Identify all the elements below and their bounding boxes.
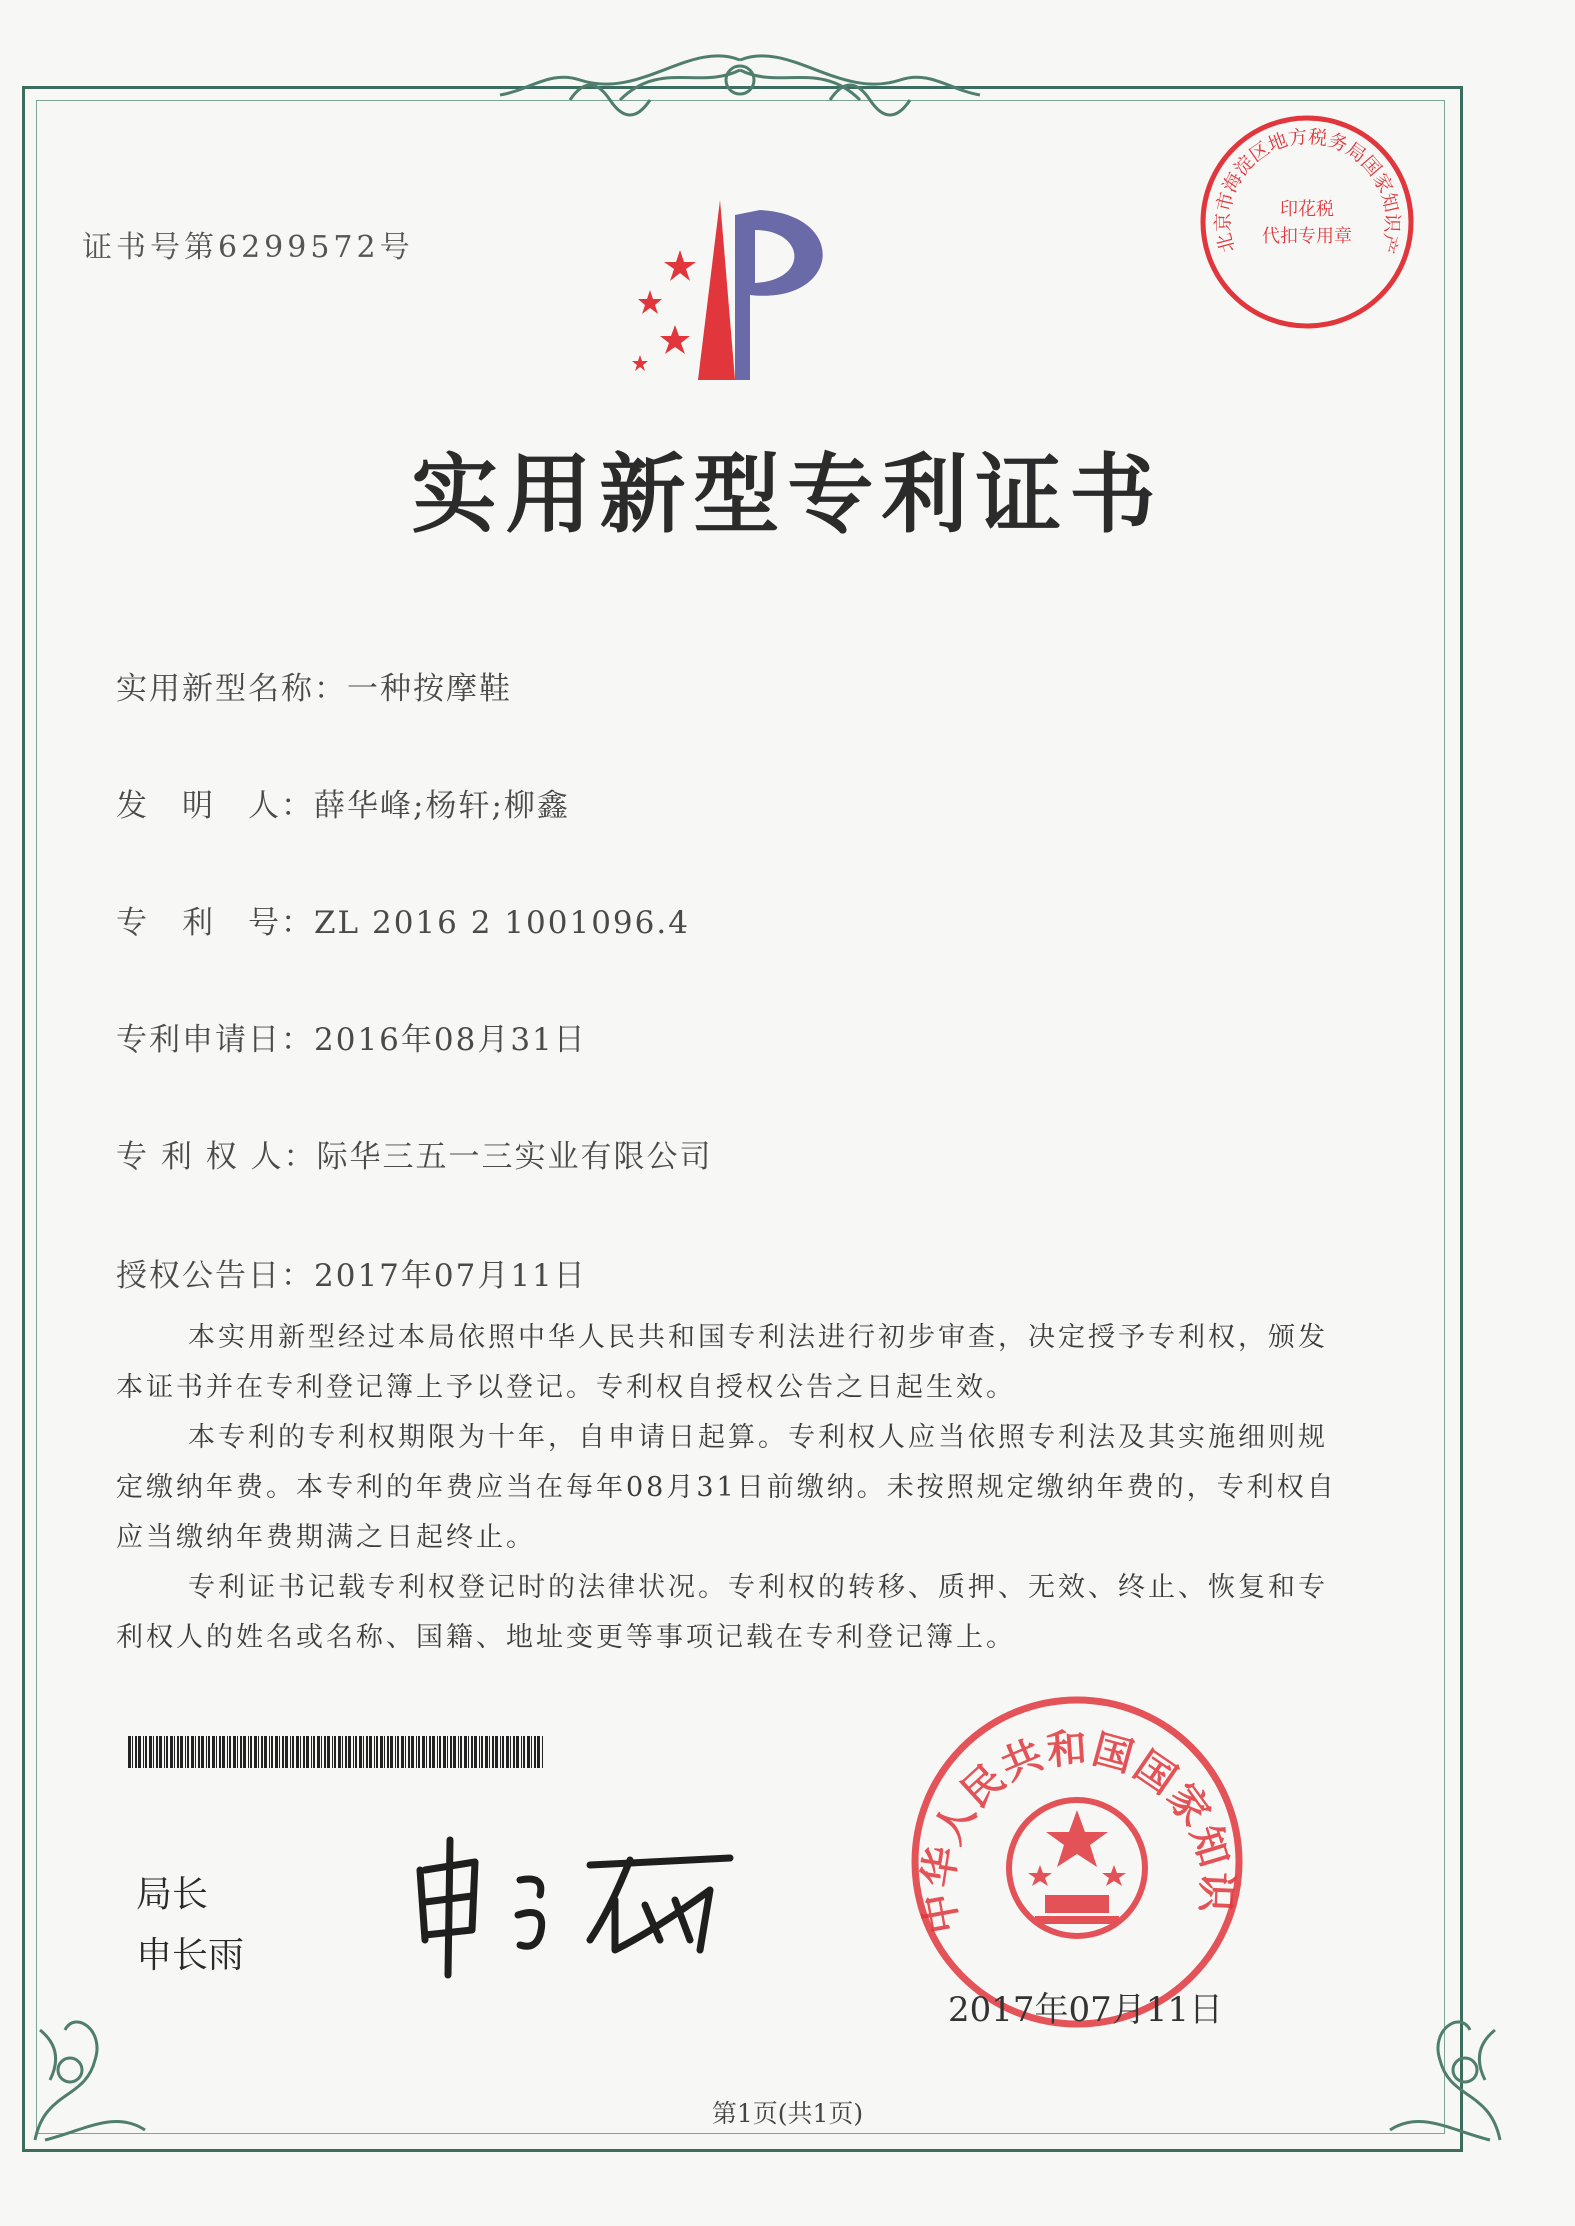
certificate-number: 证书号第6299572号 [82, 230, 414, 265]
director-name: 申长雨 [136, 1935, 245, 1976]
office-seal-ring-text: 中华人民共和国国家知识 [914, 1724, 1241, 1938]
field-utility-model-name [116, 663, 512, 708]
patent-office-logo-icon [610, 195, 870, 395]
field-value: ZL 2016 2 1001096.4 [314, 905, 690, 941]
field-value: 一种按摩鞋 [347, 671, 512, 707]
certificate-body-text [116, 1313, 1341, 1663]
tax-stamp-center-line1: 印花税 [1280, 199, 1334, 220]
tax-stamp-ring-text: 北京市海淀区地方税务局国家知识产 [1212, 125, 1403, 256]
field-value: 2017年07月11日 [314, 1258, 587, 1294]
field-label: 发 明 人： [116, 788, 314, 824]
document-title: 实用新型专利证书 [411, 444, 1164, 545]
field-label: 专 利 权 人： [116, 1139, 317, 1175]
body-paragraph: 本专利的专利权期限为十年，自申请日起算。专利权人应当依照专利法及其实施细则规定缴纳年费。本专利的年费应当在每年08月31日前缴纳。未按照规定缴纳年费的，专利权自应当缴纳年费期满之日起终止。 [116, 1422, 1337, 1553]
field-value: 2016年08月31日 [314, 1022, 587, 1058]
issue-date: 2017年07月11日 [948, 1990, 1224, 2030]
field-label: 专利申请日： [116, 1022, 314, 1058]
tax-stamp [1195, 110, 1420, 335]
field-label: 专 利 号： [116, 905, 314, 941]
tax-stamp-center-line2: 代扣专用章 [1262, 226, 1352, 247]
field-application-date [116, 1014, 587, 1059]
field-label: 授权公告日： [116, 1258, 314, 1294]
field-grant-announcement-date [116, 1250, 587, 1295]
body-paragraph: 专利证书记载专利权登记时的法律状况。专利权的转移、质押、无效、终止、恢复和专利权人的姓名或名称、国籍、地址变更等事项记载在专利登记簿上。 [116, 1572, 1328, 1653]
field-value: 际华三五一三实业有限公司 [316, 1139, 713, 1175]
field-inventors [116, 780, 570, 825]
field-patentee [116, 1131, 713, 1176]
page-indicator: 第1页(共1页) [711, 2099, 864, 2128]
field-patent-number [116, 897, 690, 942]
director-signature [400, 1830, 760, 1980]
barcode-icon [128, 1736, 548, 1768]
top-ornament-icon [490, 40, 990, 130]
director-label: 局长 [136, 1874, 209, 1915]
field-value: 薛华峰;杨轩;柳鑫 [314, 788, 570, 824]
body-paragraph: 本实用新型经过本局依照中华人民共和国专利法进行初步审查，决定授予专利权，颁发本证书并在专利登记簿上予以登记。专利权自授权公告之日起生效。 [116, 1322, 1328, 1403]
field-label: 实用新型名称： [116, 671, 347, 707]
